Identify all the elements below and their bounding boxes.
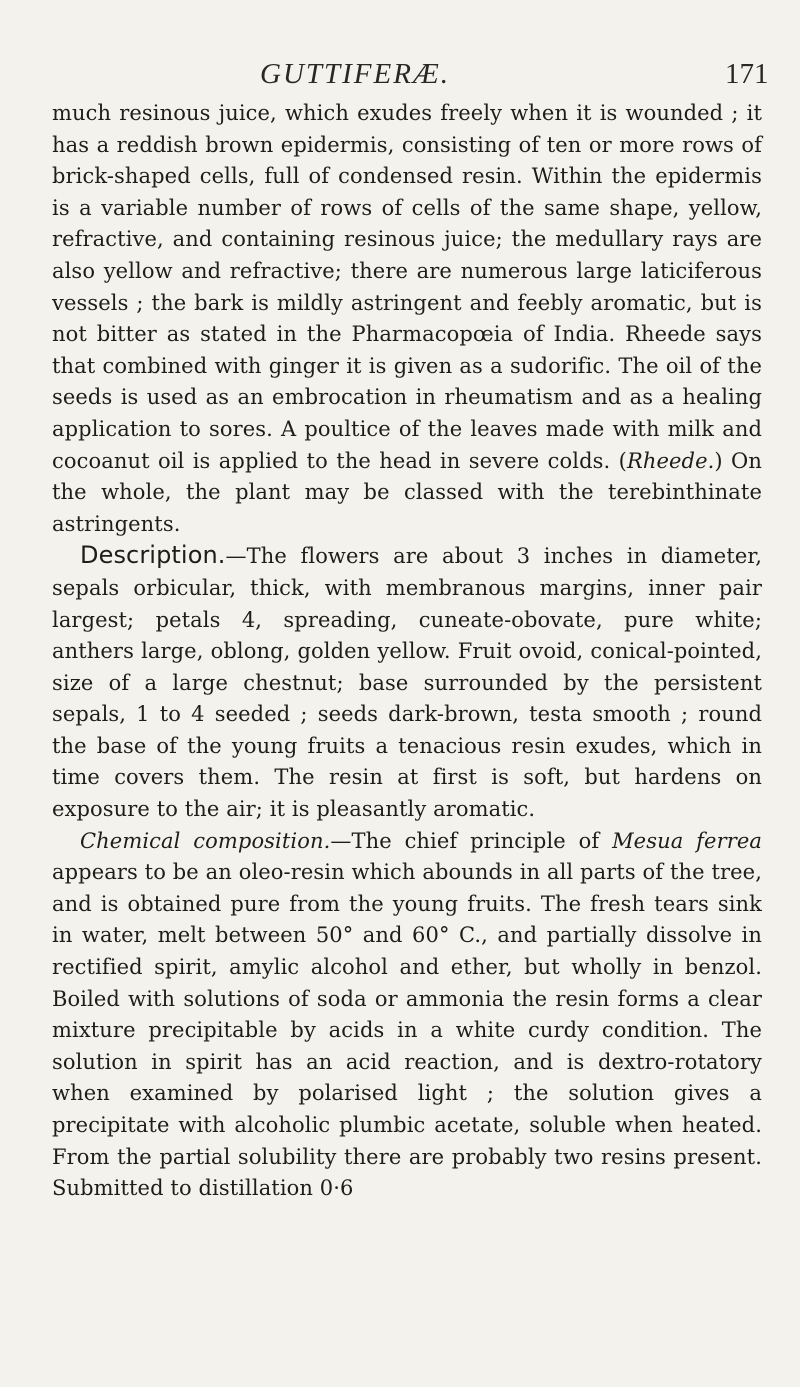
paragraph-bark-text-b: ) On the whole, the plant may be classed with the terebinthinate astringents. [52,448,762,536]
species-name: Mesua ferrea [612,828,762,853]
paragraph-bark-text-a: much resinous juice, which exudes freely when it is wounded ; it has a reddish brown epidermis, consisting of ten or more rows of brick-shaped cells, full of condensed resin. Within the epidermis is a variable number of rows of cells of the same shape, yellow, refractive, and containing resinous juice; the medullary rays are also yellow and refractive; there are numerous large laticiferous vessels ; the bark is mildly astringent and feebly aromatic, but is not bitter as stated in the Pharmacopœia of India. Rheede says that combined with ginger it is given as a sudorific. The oil of the seeds is used as an embrocation in rheumatism and as a healing application to sores. A poultice of the leaves made with milk and cocoanut oil is applied to the head in severe colds. ( [52,101,762,473]
paragraph-bark-properties [52,98,762,540]
paragraph-description [52,540,762,825]
body-text [52,98,762,1205]
chemical-text-b: appears to be an oleo-resin which abounds in all parts of the tree, and is obtained pure from the young fruits. The fresh tears sink in water, melt between 50° and 60° C., and partially dissolve in rectified spirit, amylic alcohol and ether, but wholly in benzol. Boiled with solutions of soda or ammonia the resin forms a clear mixture precipitable by acids in a white curdy condition. The solution in spirit has an acid reaction, and is dextro-rotatory when examined by polarised light ; the solution gives a precipitate with alcoholic plumbic acetate, soluble when heated. From the partial solubility there are probably two resins present. Submitted to distillation 0·6 [52,860,762,1201]
running-head [0,58,800,98]
citation-rheede: Rheede. [626,448,715,473]
chemical-composition-heading: Chemical composition. [80,828,331,853]
running-title: GUTTIFERÆ. [260,58,450,90]
description-text: —The flowers are about 3 inches in diameter, sepals orbicular, thick, with membranous margins, inner pair largest; petals 4, spreading, cuneate-obovate, pure white; anthers large, oblong, golden yellow. Fruit ovoid, conical-pointed, size of a large chestnut; base surrounded by the persistent sepals, 1 to 4 seeded ; seeds dark-brown, testa smooth ; round the base of the young fruits a tenacious resin exudes, which in time covers them. The resin at first is soft, but hardens on exposure to the air; it is pleasantly aromatic. [52,544,762,822]
description-heading: Description. [80,541,226,570]
paragraph-chemical-composition [52,826,762,1205]
page-number: 171 [725,58,769,90]
chemical-text-a: —The chief principle of [330,828,613,853]
